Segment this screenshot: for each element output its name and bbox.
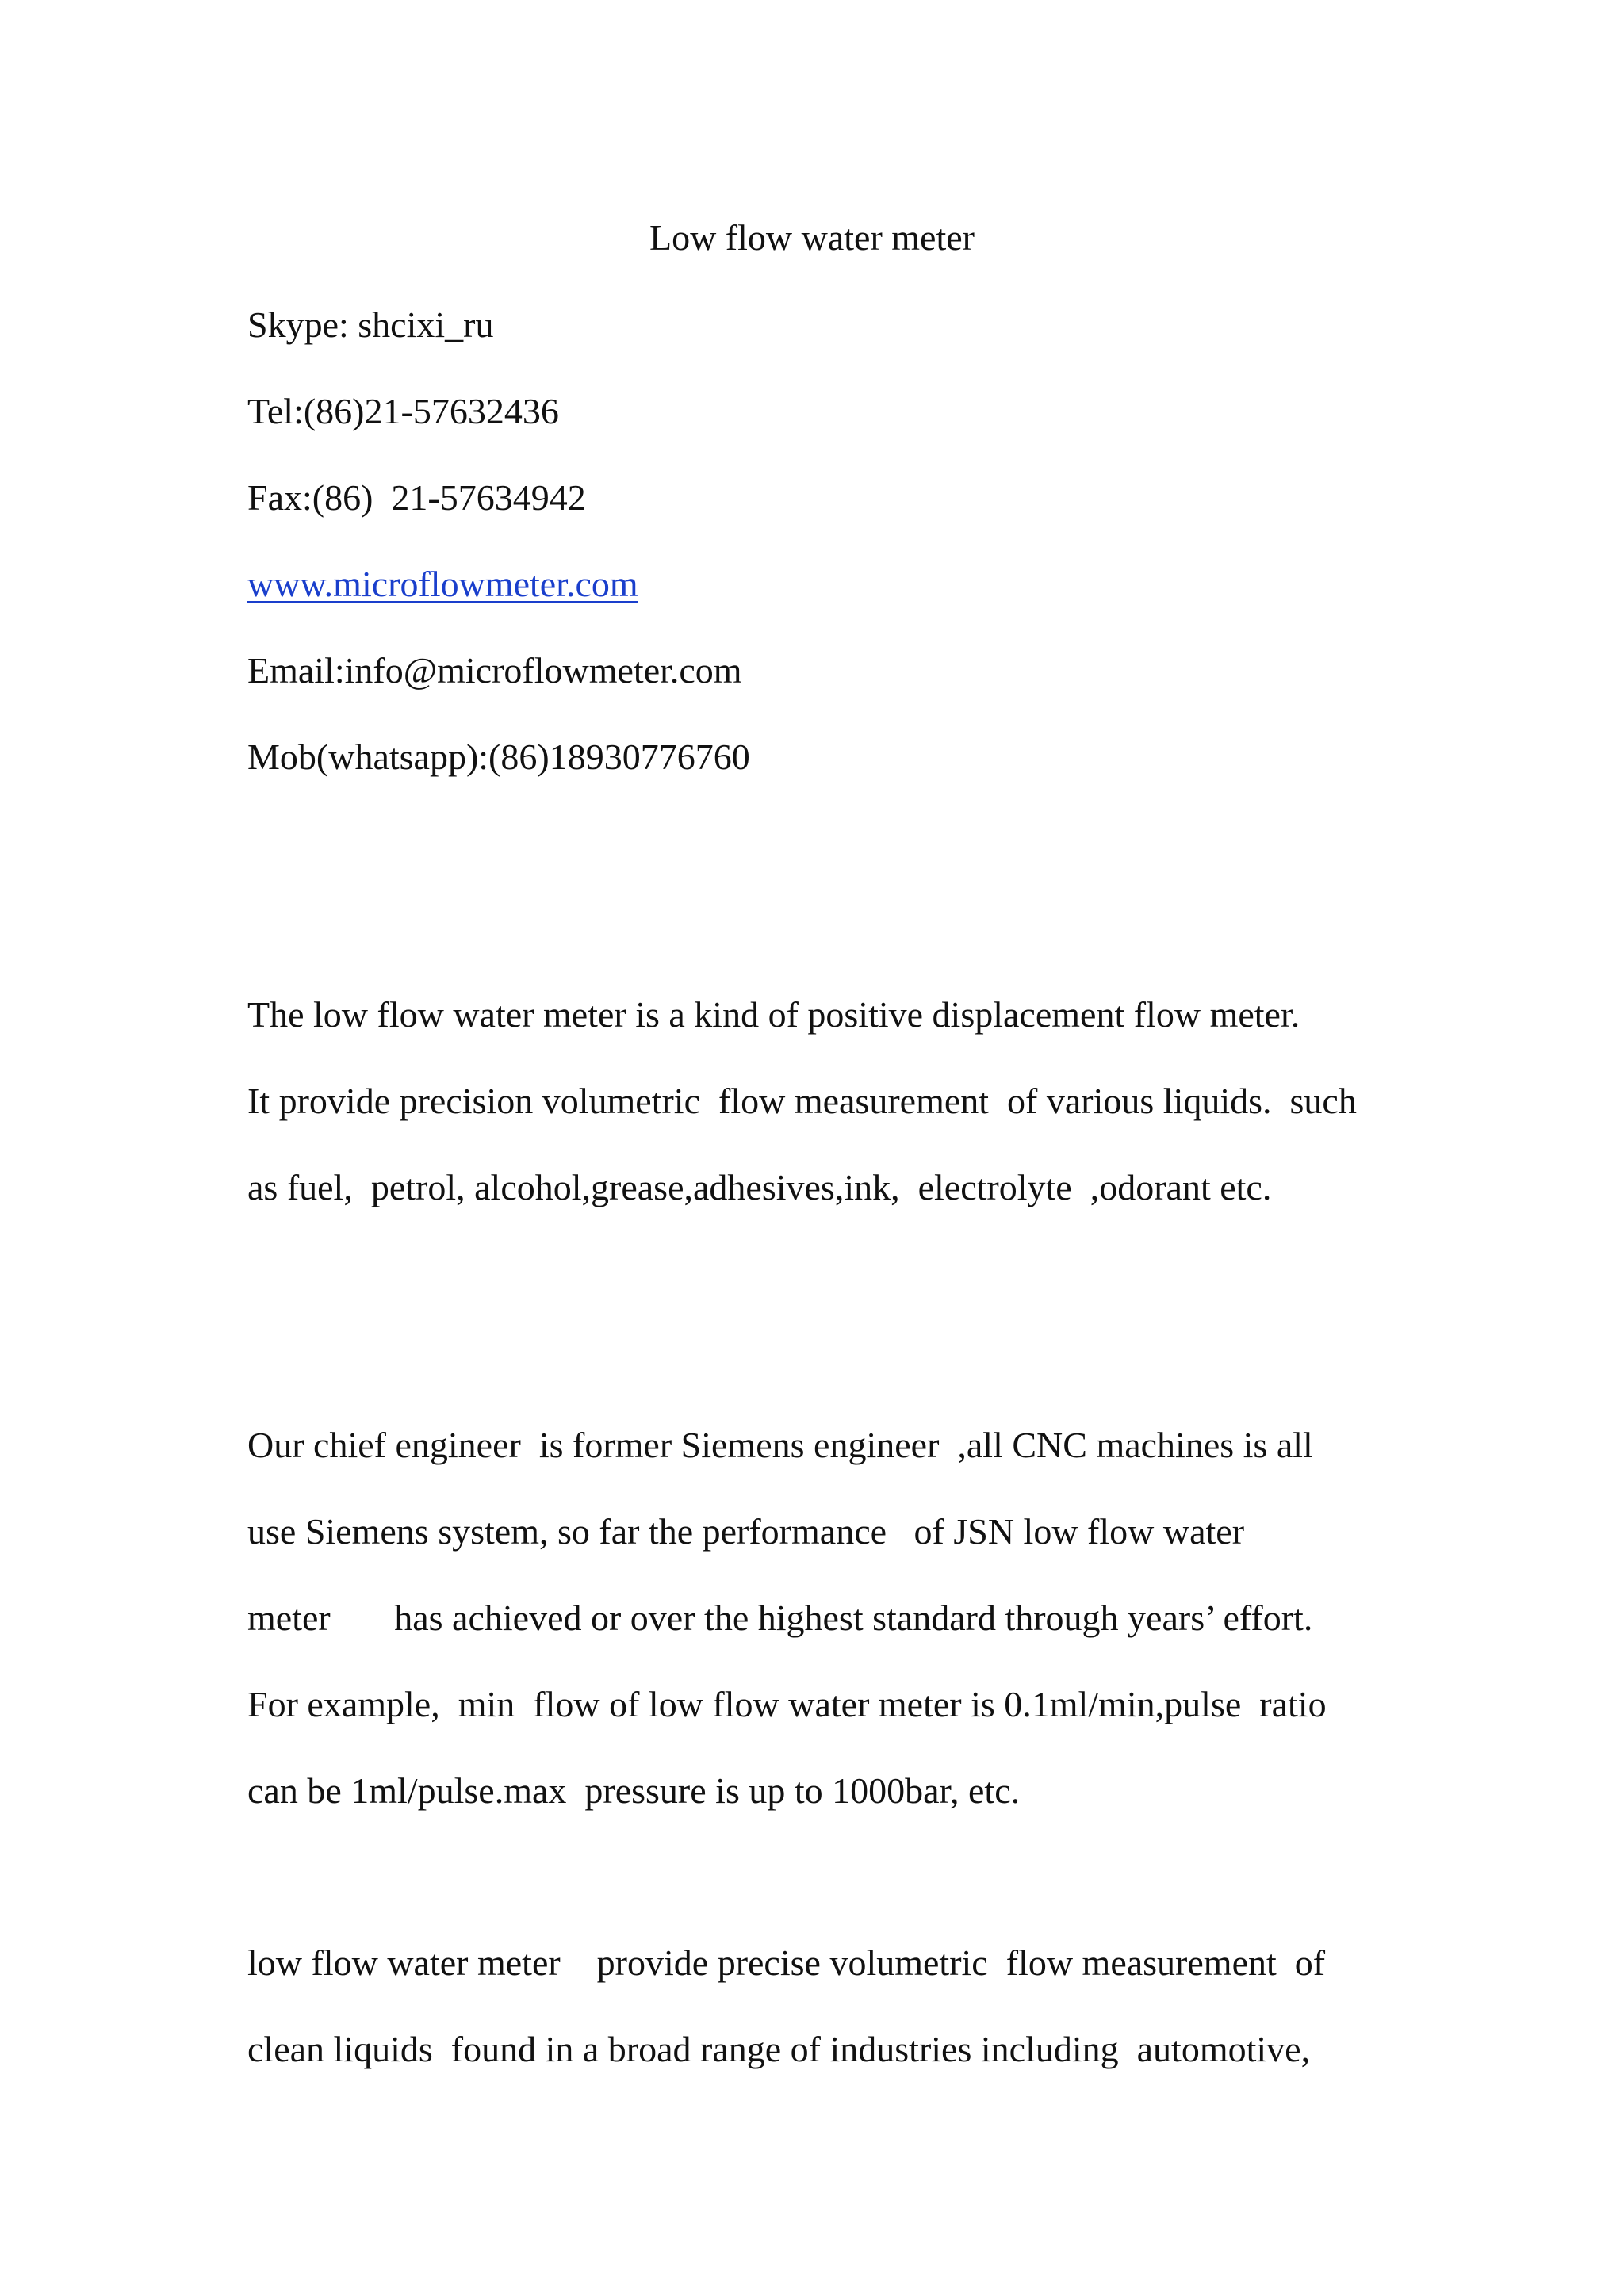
paragraph-line: can be 1ml/pulse.max pressure is up to 1000bar, etc. (247, 1770, 1021, 1811)
paragraph-line: as fuel, petrol, alcohol,grease,adhesives,ink, electrolyte ,odorant etc. (247, 1167, 1272, 1207)
paragraph-line: use Siemens system, so far the performance of JSN low flow water (247, 1511, 1245, 1552)
telephone-contact: Tel:(86)21-57632436 (247, 391, 559, 431)
document-title: Low flow water meter (649, 217, 975, 258)
paragraph-line: meter has achieved or over the highest standard through years’ effort. (247, 1598, 1313, 1638)
paragraph-line: It provide precision volumetric flow measurement of various liquids. such (247, 1081, 1357, 1121)
website-link[interactable]: www.microflowmeter.com (247, 564, 638, 604)
mobile-contact: Mob(whatsapp):(86)18930776760 (247, 737, 750, 777)
fax-contact: Fax:(86) 21-57634942 (247, 477, 586, 518)
paragraph-line: For example, min flow of low flow water meter is 0.1ml/min,pulse ratio (247, 1684, 1327, 1724)
paragraph-line: low flow water meter provide precise volumetric flow measurement of (247, 1942, 1326, 1983)
skype-contact: Skype: shcixi_ru (247, 304, 494, 345)
paragraph-line: Our chief engineer is former Siemens engineer ,all CNC machines is all (247, 1425, 1313, 1465)
paragraph-line: clean liquids found in a broad range of industries including automotive, (247, 2029, 1311, 2069)
email-contact: Email:info@microflowmeter.com (247, 650, 742, 691)
paragraph-line: The low flow water meter is a kind of positive displacement flow meter. (247, 994, 1300, 1035)
